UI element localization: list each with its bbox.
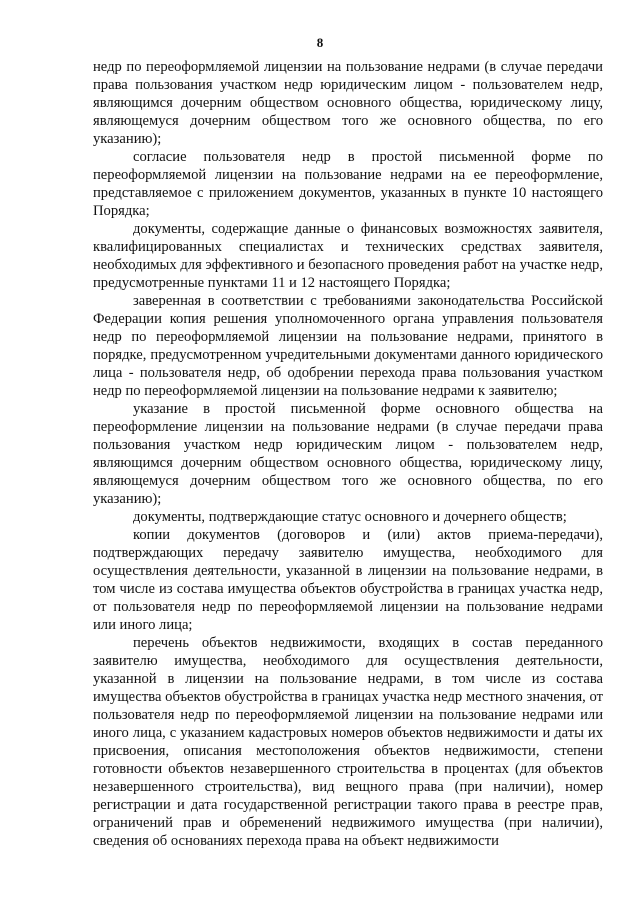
paragraph-financial-documents: документы, содержащие данные о финансовых возможностях заявителя, квалифицированных специалистах и технических средствах заявителя, необходимых для эффективного и безопасного проведения работ на участке недр, предусмотренные пунктами 11 и 12 настоящего Порядка; [93,221,603,291]
paragraph-subsoil-user-consent: согласие пользователя недр в простой письменной форме по переоформляемой лицензии на пользование недрами на ее переоформление, представляемое с приложением документов, указанных в пункте 10 настоящего Порядка; [93,149,603,219]
document-body [93,58,603,850]
paragraph-status-documents: документы, подтверждающие статус основного и дочернего обществ; [133,509,567,525]
paragraph-real-estate-list: перечень объектов недвижимости, входящих в состав переданного заявителю имущества, необходимого для осуществления деятельности, указанной в лицензии на пользование недрами, в том числе из состава имущества объектов обустройства в границах участка недр местного значения, от пользователя недр по переоформляемой лицензии на пользование недрами или иного лица, с указанием кадастровых номеров объектов недвижимости и даты их присвоения, описания местоположения объектов недвижимости, степени готовности объектов незавершенного строительства в процентах (для объектов незавершенного строительства), вид вещного права (при наличии), номер регистрации и дата государственной регистрации такого права в реестре прав, ограничений прав и обременений недвижимого имущества (при наличии), сведения об основаниях перехода права на объект недвижимости [93,635,603,849]
paragraph-transfer-document-copies: копии документов (договоров и (или) актов приема-передачи), подтверждающих передачу заявителю имущества, необходимого для осуществления деятельности, указанной в лицензии на пользование недрами, в том числе из состава имущества объектов обустройства в границах участка недр, от пользователя недр по переоформляемой лицензии на пользование недрами или иного лица; [93,527,603,633]
paragraph-certified-decision-copy: заверенная в соответствии с требованиями законодательства Российской Федерации копия решения уполномоченного органа управления пользователя недр по переоформляемой лицензии на пользование недрами, принятого в порядке, предусмотренном учредительными документами данного юридического лица - пользователя недр, об одобрении перехода права пользования участком недр по переоформляемой лицензии на пользование недрами к заявителю; [93,293,603,399]
paragraph-continuation: недр по переоформляемой лицензии на пользование недрами (в случае передачи права пользования участком недр юридическим лицом - пользователем недр, являющимся дочерним обществом основного общества, юридическому лицу, являющемуся дочерним обществом того же основного общества, по его указанию); [93,59,603,147]
page-number: 8 [316,35,324,50]
paragraph-parent-company-instruction: указание в простой письменной форме основного общества на переоформление лицензии на пользование недрами (в случае передачи права пользования участком недр юридическим лицом - пользователем недр, являющимся дочерним обществом основного общества, юридическому лицу, являющемуся дочерним обществом того же основного общества, по его указанию); [93,401,603,507]
